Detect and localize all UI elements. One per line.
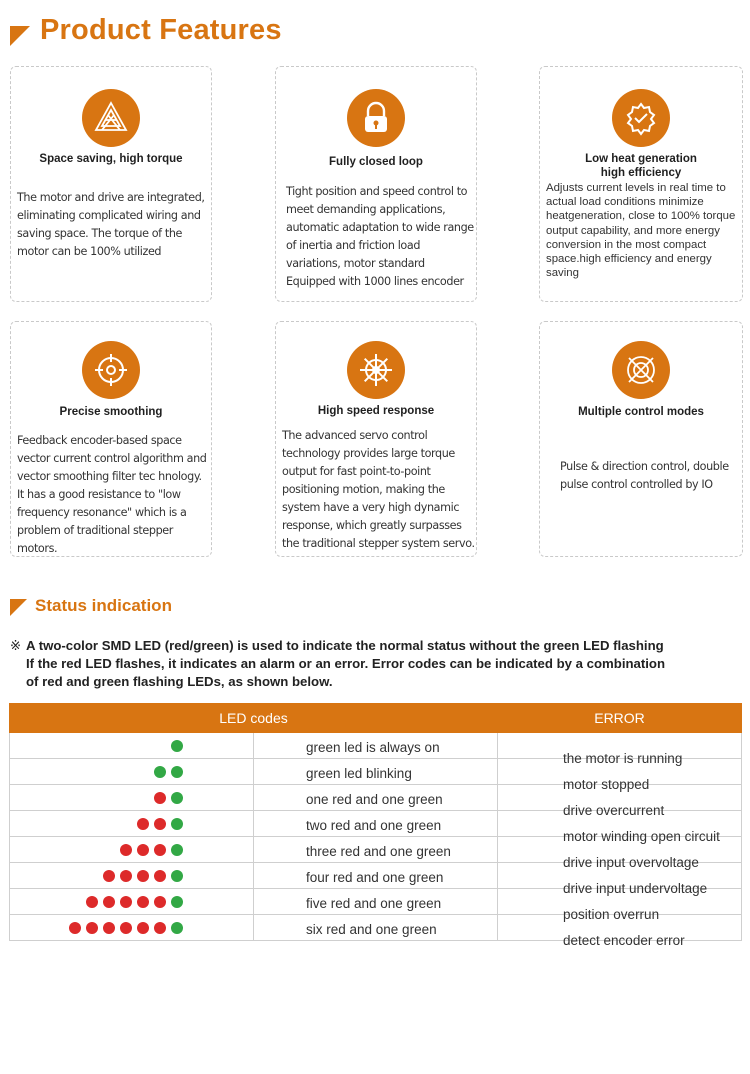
note-line-3: of red and green flashing LEDs, as shown below.	[26, 674, 333, 689]
status-indication-heading	[10, 596, 172, 616]
error-cell	[498, 915, 742, 948]
feature-card-space-saving	[10, 66, 212, 302]
led-description-cell	[254, 915, 498, 941]
green-led-dot	[171, 922, 183, 934]
crossed-signal-icon	[612, 341, 670, 399]
error-description: drive input overvoltage	[563, 855, 699, 870]
led-dots	[10, 870, 253, 882]
green-led-dot	[171, 844, 183, 856]
error-cell	[498, 759, 742, 792]
red-led-dot	[137, 922, 149, 934]
green-led-dot	[171, 818, 183, 830]
led-pattern-cell	[10, 733, 254, 759]
led-description: green led blinking	[306, 766, 412, 781]
led-dots	[10, 896, 253, 908]
card-title: Precise smoothing	[59, 406, 163, 418]
red-led-dot	[86, 896, 98, 908]
table-row	[10, 785, 742, 811]
error-description: drive overcurrent	[563, 803, 665, 818]
led-description-cell	[254, 733, 498, 759]
red-led-dot	[154, 792, 166, 804]
feature-card-closed-loop	[275, 66, 477, 302]
led-description-cell	[254, 863, 498, 889]
green-led-dot	[171, 870, 183, 882]
led-pattern-cell	[10, 863, 254, 889]
red-led-dot	[120, 870, 132, 882]
error-cell	[498, 837, 742, 870]
note-line-2: If the red LED flashes, it indicates an alarm or an error. Error codes can be indicated by a combination	[26, 656, 666, 671]
error-description: motor winding open circuit	[563, 829, 720, 844]
table-row	[10, 889, 742, 915]
led-description-cell	[254, 811, 498, 837]
led-description: green led is always on	[306, 740, 440, 755]
red-led-dot	[137, 844, 149, 856]
card-title: Space saving, high torque	[39, 153, 183, 165]
led-pattern-cell	[10, 785, 254, 811]
led-description-cell	[254, 759, 498, 785]
led-description-cell	[254, 785, 498, 811]
card-title: High speed response	[317, 405, 435, 417]
red-led-dot	[103, 870, 115, 882]
gear-check-icon	[612, 89, 670, 147]
led-description: five red and one green	[306, 896, 442, 911]
red-led-dot	[154, 922, 166, 934]
error-cell	[498, 863, 742, 896]
card-description: Adjusts current levels in real time to actual load conditions minimize heatgeneration, close to 100% torque output capability, and more energy conversion in the most compact space.high efficiency and energy saving	[546, 182, 736, 280]
red-led-dot	[120, 844, 132, 856]
heading-flag-icon	[10, 599, 27, 616]
table-header-row	[10, 704, 742, 733]
card-description: The motor and drive are integrated, eliminating complicated wiring and saving space. The torque of the motor can be 100% utilized	[17, 191, 205, 258]
led-codes-table	[9, 703, 742, 948]
led-description: two red and one green	[306, 818, 442, 833]
table-row	[10, 733, 742, 759]
target-icon	[82, 341, 140, 399]
table-row	[10, 863, 742, 889]
led-dots	[10, 792, 253, 804]
led-pattern-cell	[10, 915, 254, 941]
error-description: position overrun	[563, 907, 660, 922]
card-description: Feedback encoder-based space vector current control algorithm and vector smoothing filter tec hnology. It has a good resistance to "low frequency resonance" which is a problem of traditional stepper motors.	[17, 434, 207, 555]
led-dots	[10, 844, 253, 856]
green-led-dot	[171, 792, 183, 804]
table-row	[10, 811, 742, 837]
status-title: Status indication	[35, 596, 172, 615]
red-led-dot	[69, 922, 81, 934]
led-dots	[10, 818, 253, 830]
note-line-1: A two-color SMD LED (red/green) is used to indicate the normal status without the green LED flashing	[26, 638, 664, 653]
product-features-heading	[10, 14, 282, 47]
led-description-cell	[254, 837, 498, 863]
led-description: three red and one green	[306, 844, 451, 859]
green-led-dot	[171, 766, 183, 778]
card-title: Multiple control modes	[578, 406, 704, 418]
ship-wheel-icon	[347, 341, 405, 399]
error-description: the motor is running	[563, 751, 683, 766]
feature-card-control-modes	[539, 321, 743, 557]
green-led-dot	[171, 740, 183, 752]
led-description: six red and one green	[306, 922, 437, 937]
led-pattern-cell	[10, 837, 254, 863]
header-led-codes: LED codes	[10, 704, 498, 733]
led-pattern-cell	[10, 759, 254, 785]
led-dots	[10, 766, 253, 778]
error-description: detect encoder error	[563, 933, 685, 948]
status-note	[10, 637, 740, 691]
led-description-cell	[254, 889, 498, 915]
page-title: Product Features	[40, 14, 282, 46]
lock-icon	[347, 89, 405, 147]
led-description: one red and one green	[306, 792, 443, 807]
card-title: Low heat generation high efficiency	[585, 153, 697, 179]
error-cell	[498, 733, 742, 766]
led-dots	[10, 922, 253, 934]
error-cell	[498, 889, 742, 922]
table-row	[10, 837, 742, 863]
red-led-dot	[120, 922, 132, 934]
error-description: drive input undervoltage	[563, 881, 708, 896]
error-cell	[498, 785, 742, 818]
led-dots	[10, 740, 253, 752]
feature-card-low-heat	[539, 66, 743, 302]
red-led-dot	[154, 844, 166, 856]
red-led-dot	[120, 896, 132, 908]
led-pattern-cell	[10, 811, 254, 837]
green-led-dot	[154, 766, 166, 778]
red-led-dot	[103, 922, 115, 934]
red-led-dot	[86, 922, 98, 934]
reference-mark-icon: ※	[10, 638, 22, 653]
led-pattern-cell	[10, 889, 254, 915]
error-description: motor stopped	[563, 777, 650, 792]
card-description: Pulse & direction control, double pulse control controlled by IO	[560, 460, 729, 491]
heading-flag-icon	[10, 26, 30, 46]
red-led-dot	[154, 818, 166, 830]
card-description: Tight position and speed control to meet demanding applications, automatic adaptation to wide range of inertia and friction load variations, motor standard Equipped with 1000 lines encoder	[286, 185, 474, 288]
table-row	[10, 759, 742, 785]
green-led-dot	[171, 896, 183, 908]
red-led-dot	[103, 896, 115, 908]
feature-card-precise-smoothing	[10, 321, 212, 557]
red-led-dot	[137, 870, 149, 882]
red-led-dot	[137, 818, 149, 830]
card-title: Fully closed loop	[329, 156, 423, 168]
red-led-dot	[154, 870, 166, 882]
red-led-dot	[137, 896, 149, 908]
red-led-dot	[154, 896, 166, 908]
triangle-knot-icon	[82, 89, 140, 147]
led-description: four red and one green	[306, 870, 444, 885]
error-cell	[498, 811, 742, 844]
header-error: ERROR	[498, 704, 742, 733]
table-row	[10, 915, 742, 941]
feature-card-high-speed	[275, 321, 477, 557]
card-description: The advanced servo control technology provides large torque output for fast point-to-point positioning motion, making the system have a very high dynamic response, which greatly surpasses the traditional stepper system servo.	[282, 429, 475, 550]
